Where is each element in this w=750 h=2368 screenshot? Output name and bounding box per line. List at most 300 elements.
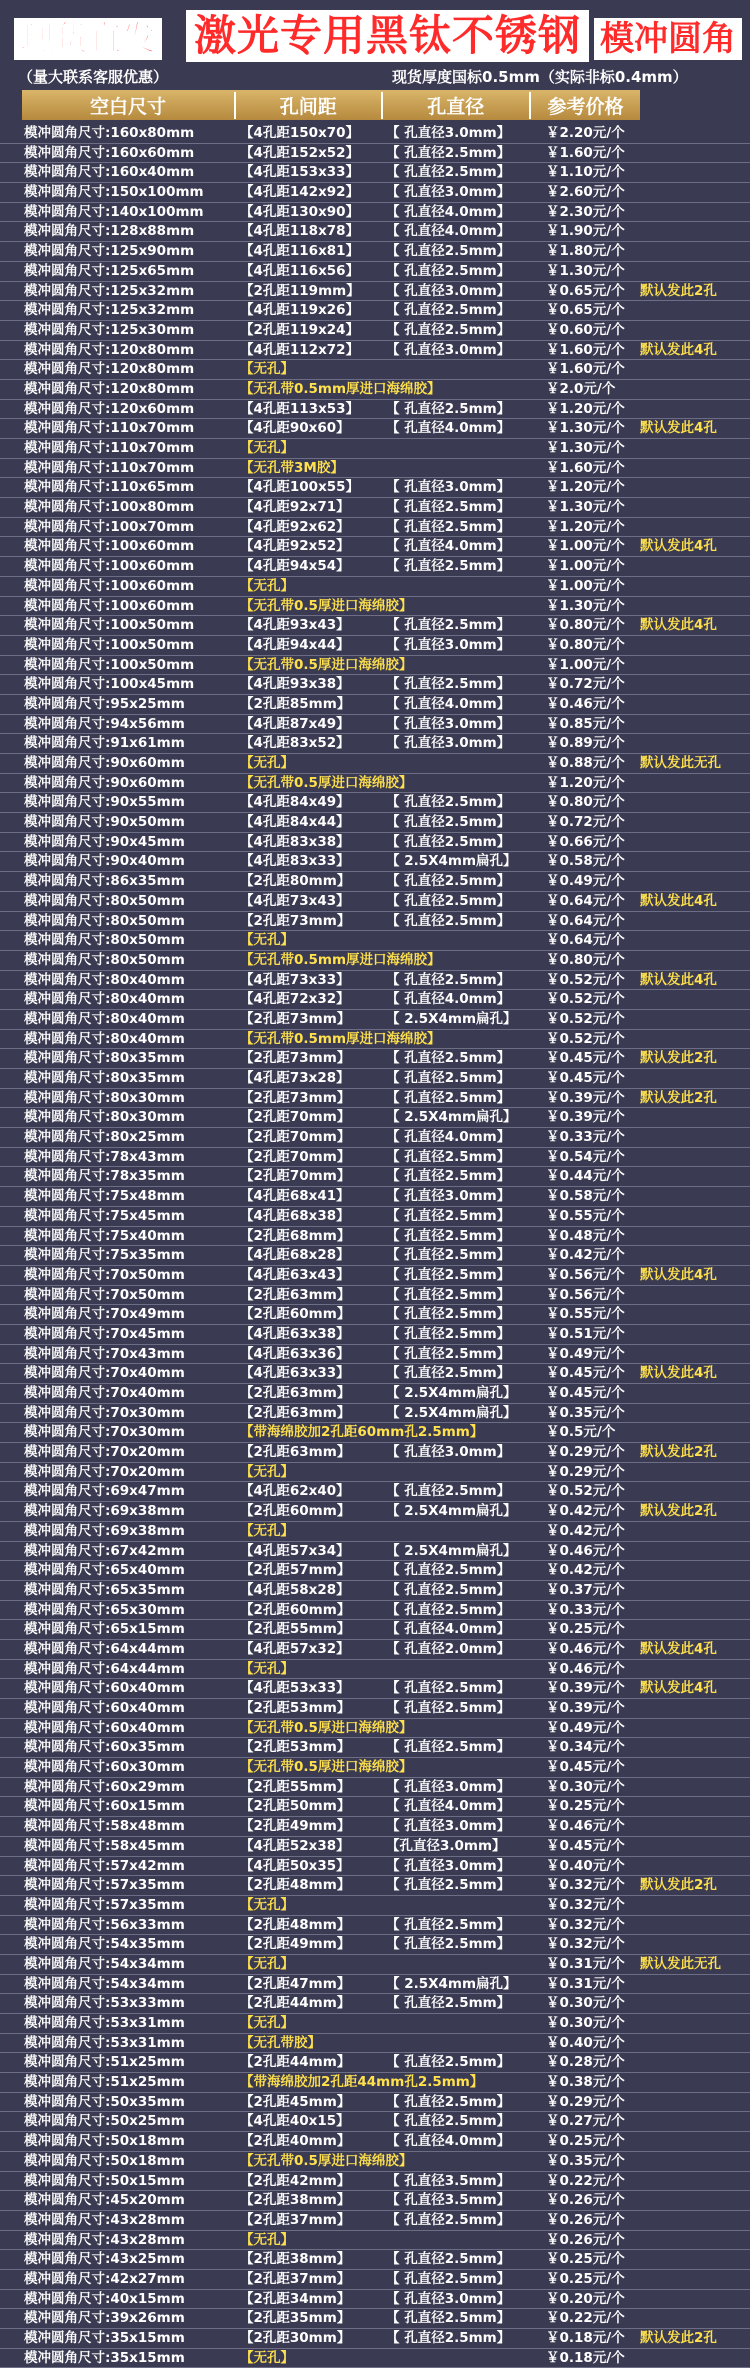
cell-diameter: 【 孔直径2.5mm】 xyxy=(386,262,511,279)
table-row xyxy=(0,1640,750,1660)
cell-pitch: 【无孔带0.5mm厚进口海绵胶】 xyxy=(240,380,441,397)
cell-diameter: 【 2.5X4mm扁孔】 xyxy=(386,1404,517,1421)
cell-pitch: 【4孔距130x90】 xyxy=(240,203,360,220)
cell-diameter: 【 孔直径4.0mm】 xyxy=(386,1621,511,1638)
cell-price: ￥0.42元/个 xyxy=(546,1247,625,1264)
cell-price: ￥0.32元/个 xyxy=(546,1936,625,1953)
table-row xyxy=(0,2211,750,2231)
cell-size: 模冲圆角尺寸:50x18mm xyxy=(24,2133,185,2150)
cell-price: ￥0.54元/个 xyxy=(546,1148,625,1165)
cell-price: ￥1.00元/个 xyxy=(546,558,625,575)
cell-diameter: 【 孔直径2.5mm】 xyxy=(386,1700,511,1716)
cell-diameter: 【 孔直径2.5mm】 xyxy=(386,243,511,260)
cell-size: 模冲圆角尺寸:80x40mm xyxy=(24,991,185,1008)
table-row xyxy=(0,912,750,932)
cell-size: 模冲圆角尺寸:80x25mm xyxy=(24,1129,185,1146)
cell-pitch: 【4孔距68x41】 xyxy=(240,1188,350,1205)
cell-price: ￥1.30元/个 xyxy=(546,420,625,437)
cell-price: ￥0.89元/个 xyxy=(546,735,625,752)
cell-diameter: 【 孔直径2.5mm】 xyxy=(386,1070,511,1086)
cell-size: 模冲圆角尺寸:120x60mm xyxy=(24,400,195,417)
cell-diameter: 【 孔直径3.0mm】 xyxy=(386,2290,511,2307)
table-row xyxy=(0,1581,750,1601)
cell-price: ￥1.20元/个 xyxy=(546,518,625,535)
table-row xyxy=(0,1069,750,1089)
table-row xyxy=(0,833,750,853)
cell-pitch: 【无孔】 xyxy=(240,440,294,456)
cell-size: 模冲圆角尺寸:120x80mm xyxy=(24,341,195,358)
cell-price: ￥0.45元/个 xyxy=(546,1837,625,1854)
table-row xyxy=(0,2112,750,2132)
cell-size: 模冲圆角尺寸:80x35mm xyxy=(24,1070,185,1086)
cell-price: ￥1.60元/个 xyxy=(546,341,625,358)
cell-size: 模冲圆角尺寸:40x15mm xyxy=(24,2290,185,2307)
cell-diameter: 【 孔直径3.0mm】 xyxy=(386,1857,511,1874)
table-row xyxy=(0,242,750,262)
cell-pitch: 【4孔距72x32】 xyxy=(240,991,350,1008)
table-row xyxy=(0,1423,750,1443)
cell-pitch: 【无孔带0.5厚进口海绵胶】 xyxy=(240,1719,413,1736)
cell-diameter: 【 孔直径3.0mm】 xyxy=(386,184,511,201)
table-row xyxy=(0,1463,750,1483)
cell-pitch: 【2孔距63mm】 xyxy=(240,1444,351,1461)
cell-diameter: 【 孔直径2.5mm】 xyxy=(386,617,511,634)
cell-size: 模冲圆角尺寸:53x31mm xyxy=(24,2015,185,2031)
table-row xyxy=(0,597,750,617)
table-row xyxy=(0,793,750,813)
cell-price: ￥0.46元/个 xyxy=(546,1818,625,1835)
table-row xyxy=(0,419,750,439)
table-row xyxy=(0,2034,750,2054)
cell-diameter: 【 孔直径2.5mm】 xyxy=(386,518,511,535)
cell-size: 模冲圆角尺寸:75x35mm xyxy=(24,1247,185,1264)
table-row xyxy=(0,892,750,912)
cell-diameter: 【 孔直径2.5mm】 xyxy=(386,1168,511,1185)
cell-size: 模冲圆角尺寸:91x61mm xyxy=(24,735,185,752)
table-row xyxy=(0,2270,750,2290)
cell-pitch: 【无孔】 xyxy=(240,755,294,771)
cell-price: ￥0.88元/个 xyxy=(546,755,625,771)
cell-price: ￥0.72元/个 xyxy=(546,814,625,831)
column-header-diameter: 孔直径 xyxy=(383,92,532,119)
cell-price: ￥1.20元/个 xyxy=(546,774,625,791)
cell-pitch: 【2孔距40mm】 xyxy=(240,2133,351,2150)
table-row xyxy=(0,282,750,302)
cell-pitch: 【4孔距94x44】 xyxy=(240,636,350,653)
cell-pitch: 【2孔距119mm】 xyxy=(240,282,360,299)
cell-size: 模冲圆角尺寸:65x15mm xyxy=(24,1621,185,1638)
cell-pitch: 【2孔距48mm】 xyxy=(240,1916,351,1933)
cell-size: 模冲圆角尺寸:57x42mm xyxy=(24,1857,185,1874)
cell-price: ￥0.80元/个 xyxy=(546,951,625,968)
table-row xyxy=(0,1207,750,1227)
cell-diameter: 【 孔直径4.0mm】 xyxy=(386,695,511,712)
table-row xyxy=(0,2132,750,2152)
cell-pitch: 【2孔距30mm】 xyxy=(240,2330,351,2346)
table-row xyxy=(0,616,750,636)
cell-size: 模冲圆角尺寸:100x60mm xyxy=(24,597,195,614)
cell-pitch: 【4孔距63x38】 xyxy=(240,1325,350,1342)
cell-price: ￥0.25元/个 xyxy=(546,1798,625,1815)
table-row xyxy=(0,951,750,971)
cell-diameter: 【 孔直径2.5mm】 xyxy=(386,321,511,338)
table-row xyxy=(0,321,750,341)
cell-price: ￥2.0元/个 xyxy=(546,380,616,397)
cell-pitch: 【4孔距116x81】 xyxy=(240,243,360,260)
cell-pitch: 【2孔距63mm】 xyxy=(240,1385,351,1401)
cell-price: ￥0.22元/个 xyxy=(546,2172,625,2189)
cell-price: ￥0.39元/个 xyxy=(546,1089,625,1106)
cell-price: ￥0.42元/个 xyxy=(546,1562,625,1579)
cell-diameter: 【 孔直径2.5mm】 xyxy=(386,833,511,850)
cell-price: ￥0.42元/个 xyxy=(546,1503,625,1520)
cell-price: ￥0.32元/个 xyxy=(546,1916,625,1933)
cell-price: ￥0.42元/个 xyxy=(546,1522,625,1539)
cell-note: 默认发此2孔 xyxy=(640,1503,717,1520)
cell-pitch: 【无孔】 xyxy=(240,2231,294,2248)
cell-size: 模冲圆角尺寸:53x31mm xyxy=(24,2034,185,2051)
table-row xyxy=(0,1482,750,1502)
cell-pitch: 【无孔带0.5mm厚进口海绵胶】 xyxy=(240,1030,441,1047)
cell-diameter: 【 孔直径2.5mm】 xyxy=(386,1050,511,1067)
table-row xyxy=(0,1089,750,1109)
cell-price: ￥1.20元/个 xyxy=(546,479,625,496)
cell-diameter: 【 孔直径2.5mm】 xyxy=(386,1207,511,1224)
cell-size: 模冲圆角尺寸:100x50mm xyxy=(24,636,195,653)
table-row xyxy=(0,971,750,991)
table-row xyxy=(0,1522,750,1542)
cell-pitch: 【2孔距60mm】 xyxy=(240,1503,351,1520)
cell-size: 模冲圆角尺寸:78x43mm xyxy=(24,1148,185,1165)
cell-pitch: 【无孔】 xyxy=(240,2015,294,2031)
cell-diameter: 【 孔直径2.5mm】 xyxy=(386,2270,511,2287)
cell-pitch: 【4孔距63x36】 xyxy=(240,1345,350,1362)
cell-price: ￥0.45元/个 xyxy=(546,1050,625,1067)
cell-diameter: 【 孔直径2.5mm】 xyxy=(386,1306,511,1323)
table-row xyxy=(0,1994,750,2014)
cell-size: 模冲圆角尺寸:80x30mm xyxy=(24,1089,185,1106)
table-row xyxy=(0,1325,750,1345)
cell-diameter: 【 孔直径4.0mm】 xyxy=(386,203,511,220)
cell-price: ￥0.22元/个 xyxy=(546,2310,625,2327)
cell-pitch: 【2孔距50mm】 xyxy=(240,1798,351,1815)
cell-price: ￥0.32元/个 xyxy=(546,1877,625,1894)
cell-diameter: 【 孔直径2.5mm】 xyxy=(386,2211,511,2228)
cell-size: 模冲圆角尺寸:70x30mm xyxy=(24,1424,185,1441)
cell-size: 模冲圆角尺寸:80x50mm xyxy=(24,932,185,949)
cell-pitch: 【无孔】 xyxy=(240,1896,294,1913)
cell-size: 模冲圆角尺寸:45x20mm xyxy=(24,2192,185,2209)
cell-size: 模冲圆角尺寸:100x60mm xyxy=(24,577,195,594)
cell-size: 模冲圆角尺寸:90x45mm xyxy=(24,833,185,850)
cell-price: ￥1.80元/个 xyxy=(546,243,625,260)
table-row xyxy=(0,1502,750,1522)
cell-price: ￥0.25元/个 xyxy=(546,2251,625,2268)
cell-diameter: 【 孔直径2.5mm】 xyxy=(386,873,511,890)
cell-size: 模冲圆角尺寸:65x30mm xyxy=(24,1601,185,1618)
cell-price: ￥0.58元/个 xyxy=(546,1188,625,1205)
cell-size: 模冲圆角尺寸:80x35mm xyxy=(24,1050,185,1067)
cell-diameter: 【 孔直径2.5mm】 xyxy=(386,1877,511,1894)
cell-size: 模冲圆角尺寸:54x34mm xyxy=(24,1955,185,1972)
cell-pitch: 【2孔距44mm】 xyxy=(240,2054,351,2071)
table-row xyxy=(0,1542,750,1562)
cell-pitch: 【带海绵胶加2孔距44mm孔2.5mm】 xyxy=(240,2074,484,2091)
table-row xyxy=(0,695,750,715)
cell-size: 模冲圆角尺寸:100x80mm xyxy=(24,499,195,516)
cell-price: ￥0.26元/个 xyxy=(546,2192,625,2209)
cell-size: 模冲圆角尺寸:75x40mm xyxy=(24,1227,185,1244)
column-header-price: 参考价格 xyxy=(547,95,624,118)
cell-size: 模冲圆角尺寸:70x43mm xyxy=(24,1345,185,1362)
cell-diameter: 【 孔直径2.5mm】 xyxy=(386,400,511,417)
page-header xyxy=(0,0,750,88)
cell-size: 模冲圆角尺寸:95x25mm xyxy=(24,695,185,712)
table-row xyxy=(0,2231,750,2251)
table-row xyxy=(0,2191,750,2211)
cell-pitch: 【4孔距119x26】 xyxy=(240,302,360,319)
table-header xyxy=(22,90,640,120)
table-row xyxy=(0,1345,750,1365)
cell-price: ￥1.60元/个 xyxy=(546,361,625,378)
cell-size: 模冲圆角尺寸:64x44mm xyxy=(24,1640,185,1657)
cell-size: 模冲圆角尺寸:50x18mm xyxy=(24,2152,185,2169)
cell-size: 模冲圆角尺寸:110x70mm xyxy=(24,420,195,437)
cell-price: ￥0.52元/个 xyxy=(546,1010,625,1027)
cell-size: 模冲圆角尺寸:60x40mm xyxy=(24,1700,185,1716)
cell-price: ￥0.20元/个 xyxy=(546,2290,625,2307)
cell-size: 模冲圆角尺寸:86x35mm xyxy=(24,873,185,890)
cell-price: ￥0.30元/个 xyxy=(546,1995,625,2012)
cell-price: ￥1.30元/个 xyxy=(546,262,625,279)
cell-pitch: 【2孔距73mm】 xyxy=(240,1010,351,1027)
cell-price: ￥1.30元/个 xyxy=(546,597,625,614)
cell-size: 模冲圆角尺寸:60x40mm xyxy=(24,1719,185,1736)
cell-pitch: 【4孔距73x43】 xyxy=(240,892,350,909)
cell-pitch: 【无孔带胶】 xyxy=(240,2034,321,2051)
table-row xyxy=(0,1679,750,1699)
cell-price: ￥0.46元/个 xyxy=(546,1640,625,1657)
table-row xyxy=(0,360,750,380)
cell-pitch: 【无孔】 xyxy=(240,361,294,378)
cell-size: 模冲圆角尺寸:60x15mm xyxy=(24,1798,185,1815)
cell-size: 模冲圆角尺寸:58x48mm xyxy=(24,1818,185,1835)
cell-diameter: 【 孔直径3.0mm】 xyxy=(386,282,511,299)
cell-diameter: 【 孔直径2.5mm】 xyxy=(386,499,511,516)
cell-pitch: 【无孔带0.5mm厚进口海绵胶】 xyxy=(240,951,441,968)
cell-pitch: 【2孔距73mm】 xyxy=(240,1089,351,1106)
cell-price: ￥0.72元/个 xyxy=(546,676,625,693)
cell-price: ￥0.48元/个 xyxy=(546,1227,625,1244)
table-row xyxy=(0,478,750,498)
cell-pitch: 【4孔距73x28】 xyxy=(240,1070,350,1086)
table-row xyxy=(0,1719,750,1739)
cell-diameter: 【 孔直径3.0mm】 xyxy=(386,735,511,752)
cell-size: 模冲圆角尺寸:50x35mm xyxy=(24,2093,185,2110)
cell-diameter: 【孔直径3.0mm】 xyxy=(386,1837,506,1854)
cell-note: 默认发此2孔 xyxy=(640,1050,717,1067)
cell-diameter: 【 孔直径3.0mm】 xyxy=(386,479,511,496)
cell-diameter: 【 孔直径2.5mm】 xyxy=(386,814,511,831)
cell-pitch: 【4孔距62x40】 xyxy=(240,1483,350,1500)
cell-diameter: 【 2.5X4mm扁孔】 xyxy=(386,1010,517,1027)
cell-diameter: 【 孔直径2.5mm】 xyxy=(386,2093,511,2110)
cell-size: 模冲圆角尺寸:43x28mm xyxy=(24,2211,185,2228)
cell-size: 模冲圆角尺寸:60x30mm xyxy=(24,1759,185,1776)
cell-price: ￥0.25元/个 xyxy=(546,2270,625,2287)
cell-price: ￥0.26元/个 xyxy=(546,2231,625,2248)
cell-size: 模冲圆角尺寸:70x20mm xyxy=(24,1444,185,1461)
table-row xyxy=(0,203,750,223)
cell-pitch: 【无孔】 xyxy=(240,932,294,949)
cell-pitch: 【2孔距38mm】 xyxy=(240,2192,351,2209)
cell-pitch: 【4孔距52x38】 xyxy=(240,1837,350,1854)
headline-main: 激光专用黑钛不锈钢 xyxy=(186,10,589,62)
cell-price: ￥0.39元/个 xyxy=(546,1700,625,1716)
cell-size: 模冲圆角尺寸:90x40mm xyxy=(24,853,185,870)
cell-pitch: 【2孔距70mm】 xyxy=(240,1168,351,1185)
cell-pitch: 【4孔距150x70】 xyxy=(240,125,360,141)
table-row xyxy=(0,1049,750,1069)
table-row xyxy=(0,1975,750,1995)
table-row xyxy=(0,380,750,400)
table-row xyxy=(0,1227,750,1247)
cell-pitch: 【4孔距112x72】 xyxy=(240,341,360,358)
cell-price: ￥0.51元/个 xyxy=(546,1325,625,1342)
cell-price: ￥0.55元/个 xyxy=(546,1306,625,1323)
cell-diameter: 【 孔直径2.5mm】 xyxy=(386,144,511,161)
column-header-pitch: 孔间距 xyxy=(236,92,383,119)
cell-pitch: 【无孔带0.5厚进口海绵胶】 xyxy=(240,597,413,614)
cell-pitch: 【2孔距60mm】 xyxy=(240,1601,351,1618)
table-row xyxy=(0,1030,750,1050)
cell-pitch: 【无孔】 xyxy=(240,1955,294,1972)
table-row xyxy=(0,1817,750,1837)
cell-pitch: 【4孔距116x56】 xyxy=(240,262,360,279)
table-row xyxy=(0,1108,750,1128)
table-row xyxy=(0,498,750,518)
cell-diameter: 【 孔直径2.5mm】 xyxy=(386,1916,511,1933)
table-row xyxy=(0,557,750,577)
cell-diameter: 【 孔直径2.5mm】 xyxy=(386,1936,511,1953)
cell-price: ￥0.32元/个 xyxy=(546,1896,625,1913)
cell-size: 模冲圆角尺寸:100x70mm xyxy=(24,518,195,535)
cell-size: 模冲圆角尺寸:70x40mm xyxy=(24,1385,185,1401)
cell-diameter: 【 孔直径2.5mm】 xyxy=(386,2310,511,2327)
headline-right: 模冲圆角 xyxy=(594,18,742,60)
cell-price: ￥0.85元/个 xyxy=(546,715,625,732)
cell-price: ￥0.30元/个 xyxy=(546,1778,625,1795)
cell-diameter: 【 孔直径2.5mm】 xyxy=(386,1739,511,1756)
cell-price: ￥0.38元/个 xyxy=(546,2074,625,2091)
table-row xyxy=(0,1128,750,1148)
cell-diameter: 【 孔直径4.0mm】 xyxy=(386,2133,511,2150)
cell-note: 默认发此无孔 xyxy=(640,755,721,771)
cell-diameter: 【 孔直径2.5mm】 xyxy=(386,1562,511,1579)
cell-note: 默认发此无孔 xyxy=(640,1955,721,1972)
cell-pitch: 【无孔】 xyxy=(240,1522,294,1539)
cell-pitch: 【4孔距57x34】 xyxy=(240,1542,350,1559)
cell-pitch: 【4孔距63x43】 xyxy=(240,1266,350,1283)
table-row xyxy=(0,537,750,557)
cell-pitch: 【4孔距142x92】 xyxy=(240,184,360,201)
cell-size: 模冲圆角尺寸:43x25mm xyxy=(24,2251,185,2268)
cell-diameter: 【 孔直径3.0mm】 xyxy=(386,1444,511,1461)
cell-pitch: 【无孔带0.5厚进口海绵胶】 xyxy=(240,656,413,673)
cell-size: 模冲圆角尺寸:69x38mm xyxy=(24,1503,185,1520)
cell-pitch: 【无孔】 xyxy=(240,1660,294,1677)
table-row xyxy=(0,222,750,242)
cell-size: 模冲圆角尺寸:70x45mm xyxy=(24,1325,185,1342)
cell-size: 模冲圆角尺寸:110x70mm xyxy=(24,440,195,456)
cell-size: 模冲圆角尺寸:57x35mm xyxy=(24,1877,185,1894)
cell-size: 模冲圆角尺寸:70x40mm xyxy=(24,1365,185,1382)
cell-pitch: 【2孔距63mm】 xyxy=(240,1404,351,1421)
cell-note: 默认发此2孔 xyxy=(640,282,717,299)
cell-price: ￥0.45元/个 xyxy=(546,1365,625,1382)
cell-diameter: 【 孔直径2.5mm】 xyxy=(386,892,511,909)
cell-size: 模冲圆角尺寸:50x15mm xyxy=(24,2172,185,2189)
cell-pitch: 【4孔距90x60】 xyxy=(240,420,350,437)
cell-diameter: 【 孔直径2.5mm】 xyxy=(386,971,511,988)
cell-diameter: 【 2.5X4mm扁孔】 xyxy=(386,1109,517,1126)
table-row xyxy=(0,163,750,183)
table-row xyxy=(0,459,750,479)
cell-pitch: 【2孔距47mm】 xyxy=(240,1975,351,1992)
column-header-size: 空白尺寸 xyxy=(22,92,236,119)
table-row xyxy=(0,1837,750,1857)
cell-price: ￥0.25元/个 xyxy=(546,2133,625,2150)
cell-size: 模冲圆角尺寸:80x30mm xyxy=(24,1109,185,1126)
table-row xyxy=(0,2073,750,2093)
cell-diameter: 【 孔直径4.0mm】 xyxy=(386,1798,511,1815)
cell-size: 模冲圆角尺寸:150x100mm xyxy=(24,184,204,201)
table-row xyxy=(0,1896,750,1916)
cell-note: 默认发此2孔 xyxy=(640,2330,717,2346)
cell-diameter: 【 孔直径3.5mm】 xyxy=(386,2172,511,2189)
table-row xyxy=(0,636,750,656)
cell-pitch: 【4孔距93x43】 xyxy=(240,617,350,634)
cell-size: 模冲圆角尺寸:75x48mm xyxy=(24,1188,185,1205)
table-row xyxy=(0,2172,750,2192)
cell-price: ￥2.20元/个 xyxy=(546,125,625,141)
cell-price: ￥0.56元/个 xyxy=(546,1286,625,1303)
cell-pitch: 【2孔距34mm】 xyxy=(240,2290,351,2307)
cell-price: ￥0.29元/个 xyxy=(546,1444,625,1461)
table-row xyxy=(0,774,750,794)
cell-price: ￥1.00元/个 xyxy=(546,538,625,555)
cell-size: 模冲圆角尺寸:125x65mm xyxy=(24,262,195,279)
cell-price: ￥0.39元/个 xyxy=(546,1109,625,1126)
cell-pitch: 【4孔距63x33】 xyxy=(240,1365,350,1382)
cell-price: ￥0.64元/个 xyxy=(546,912,625,929)
table-row xyxy=(0,1010,750,1030)
cell-size: 模冲圆角尺寸:70x30mm xyxy=(24,1404,185,1421)
cell-note: 默认发此2孔 xyxy=(640,1089,717,1106)
cell-price: ￥0.35元/个 xyxy=(546,2152,625,2169)
cell-price: ￥0.27元/个 xyxy=(546,2113,625,2130)
price-table xyxy=(0,124,750,2368)
cell-price: ￥1.30元/个 xyxy=(546,440,625,456)
cell-pitch: 【2孔距119x24】 xyxy=(240,321,360,338)
cell-diameter: 【 孔直径2.5mm】 xyxy=(386,1148,511,1165)
table-row xyxy=(0,1778,750,1798)
cell-diameter: 【 孔直径3.0mm】 xyxy=(386,1818,511,1835)
cell-size: 模冲圆角尺寸:80x50mm xyxy=(24,951,185,968)
cell-note: 默认发此2孔 xyxy=(640,1444,717,1461)
cell-diameter: 【 孔直径4.0mm】 xyxy=(386,1129,511,1146)
cell-note: 默认发此4孔 xyxy=(640,538,717,555)
